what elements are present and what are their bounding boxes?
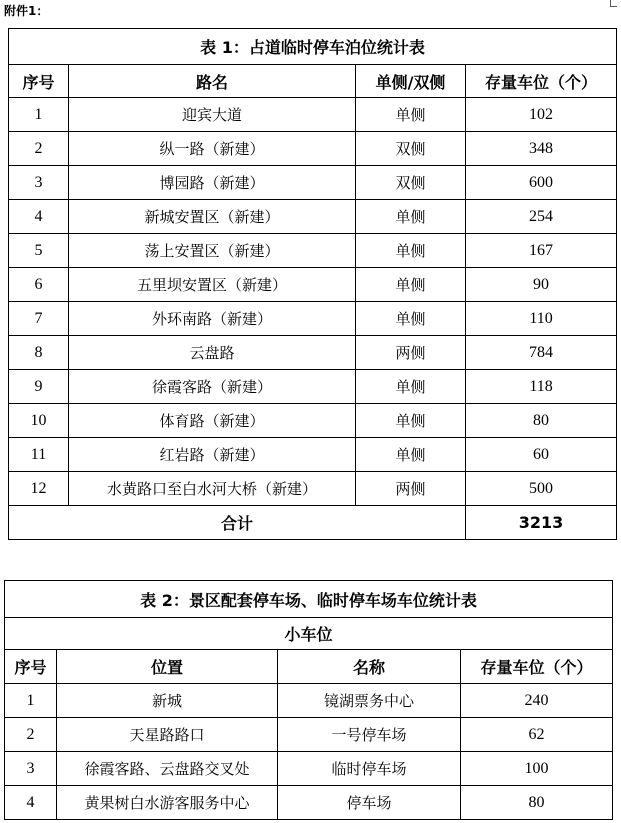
- total-label: 合计: [9, 506, 466, 540]
- parking-table-1: [8, 28, 617, 540]
- table-cell: 110: [466, 302, 617, 336]
- table-cell: 2: [5, 718, 57, 752]
- table-cell: 80: [466, 404, 617, 438]
- table-cell: 单侧: [356, 370, 466, 404]
- table-cell: 单侧: [356, 234, 466, 268]
- table-cell: 600: [466, 166, 617, 200]
- table-cell: 黄果树白水游客服务中心: [57, 786, 278, 820]
- table1-caption: 表 1：占道临时停车泊位统计表: [9, 29, 617, 65]
- table-cell: 体育路（新建）: [69, 404, 356, 438]
- table-cell: 11: [9, 438, 69, 472]
- table2-header-index: 序号: [5, 650, 57, 684]
- table1-row: [9, 268, 617, 302]
- table1-total-row: [9, 506, 617, 540]
- table2-caption: 表 2：景区配套停车场、临时停车场车位统计表: [5, 581, 613, 618]
- table-cell: 单侧: [356, 404, 466, 438]
- table-cell: 水黄路口至白水河大桥（新建）: [69, 472, 356, 506]
- table-cell: 8: [9, 336, 69, 370]
- table-cell: 1: [9, 98, 69, 132]
- table-cell: 临时停车场: [278, 752, 461, 786]
- table-cell: 单侧: [356, 302, 466, 336]
- table1-row: [9, 234, 617, 268]
- table-cell: 新城安置区（新建）: [69, 200, 356, 234]
- table-cell: 荡上安置区（新建）: [69, 234, 356, 268]
- table-cell: 118: [466, 370, 617, 404]
- table-cell: 两侧: [356, 336, 466, 370]
- table-cell: 3: [5, 752, 57, 786]
- total-value: 3213: [466, 506, 617, 540]
- table-cell: 单侧: [356, 438, 466, 472]
- table-cell: 徐霞客路、云盘路交叉处: [57, 752, 278, 786]
- table-cell: 博园路（新建）: [69, 166, 356, 200]
- table-cell: 254: [466, 200, 617, 234]
- table-cell: 500: [466, 472, 617, 506]
- table1-row: [9, 132, 617, 166]
- table-cell: 1: [5, 684, 57, 718]
- table1-row: [9, 336, 617, 370]
- table-cell: 9: [9, 370, 69, 404]
- table1-row: [9, 438, 617, 472]
- table-cell: 红岩路（新建）: [69, 438, 356, 472]
- table-cell: 90: [466, 268, 617, 302]
- table-cell: 两侧: [356, 472, 466, 506]
- table1-row: [9, 404, 617, 438]
- table-cell: 云盘路: [69, 336, 356, 370]
- table-cell: 单侧: [356, 200, 466, 234]
- table-cell: 五里坝安置区（新建）: [69, 268, 356, 302]
- table-cell: 240: [461, 684, 613, 718]
- table-cell: 100: [461, 752, 613, 786]
- table-cell: 镜湖票务中心: [278, 684, 461, 718]
- table2-header-location: 位置: [57, 650, 278, 684]
- table-cell: 徐霞客路（新建）: [69, 370, 356, 404]
- table1-header-index: 序号: [9, 65, 69, 98]
- table1-row: [9, 200, 617, 234]
- table-cell: 一号停车场: [278, 718, 461, 752]
- table1-header-road: 路名: [69, 65, 356, 98]
- table-cell: 5: [9, 234, 69, 268]
- table-cell: 10: [9, 404, 69, 438]
- table2-row: [5, 718, 613, 752]
- table-cell: 4: [9, 200, 69, 234]
- table1-row: [9, 472, 617, 506]
- table-cell: 6: [9, 268, 69, 302]
- table-cell: 3: [9, 166, 69, 200]
- table-cell: 348: [466, 132, 617, 166]
- table-cell: 102: [466, 98, 617, 132]
- table-cell: 80: [461, 786, 613, 820]
- table2-row: [5, 786, 613, 820]
- table-cell: 停车场: [278, 786, 461, 820]
- table-cell: 单侧: [356, 268, 466, 302]
- table2-header-name: 名称: [278, 650, 461, 684]
- table-cell: 12: [9, 472, 69, 506]
- table1-header-spaces: 存量车位（个）: [466, 65, 617, 98]
- table-cell: 2: [9, 132, 69, 166]
- table-cell: 外环南路（新建）: [69, 302, 356, 336]
- table2-row: [5, 752, 613, 786]
- table2-subheader: 小车位: [5, 618, 613, 650]
- attachment-label: 附件1：: [4, 4, 49, 18]
- table2-header-spaces: 存量车位（个）: [461, 650, 613, 684]
- parking-table-2: [4, 580, 613, 820]
- table-cell: 天星路路口: [57, 718, 278, 752]
- table-cell: 迎宾大道: [69, 98, 356, 132]
- table-cell: 4: [5, 786, 57, 820]
- table1-row: [9, 166, 617, 200]
- table2-row: [5, 684, 613, 718]
- table-cell: 167: [466, 234, 617, 268]
- corner-mark: [610, 0, 617, 7]
- table-cell: 纵一路（新建）: [69, 132, 356, 166]
- table1-row: [9, 98, 617, 132]
- table-cell: 双侧: [356, 166, 466, 200]
- table-cell: 60: [466, 438, 617, 472]
- table-cell: 784: [466, 336, 617, 370]
- table-cell: 单侧: [356, 98, 466, 132]
- table-cell: 双侧: [356, 132, 466, 166]
- table1-row: [9, 370, 617, 404]
- table1-header-side: 单侧/双侧: [356, 65, 466, 98]
- table-cell: 62: [461, 718, 613, 752]
- table-cell: 7: [9, 302, 69, 336]
- table1-row: [9, 302, 617, 336]
- table-cell: 新城: [57, 684, 278, 718]
